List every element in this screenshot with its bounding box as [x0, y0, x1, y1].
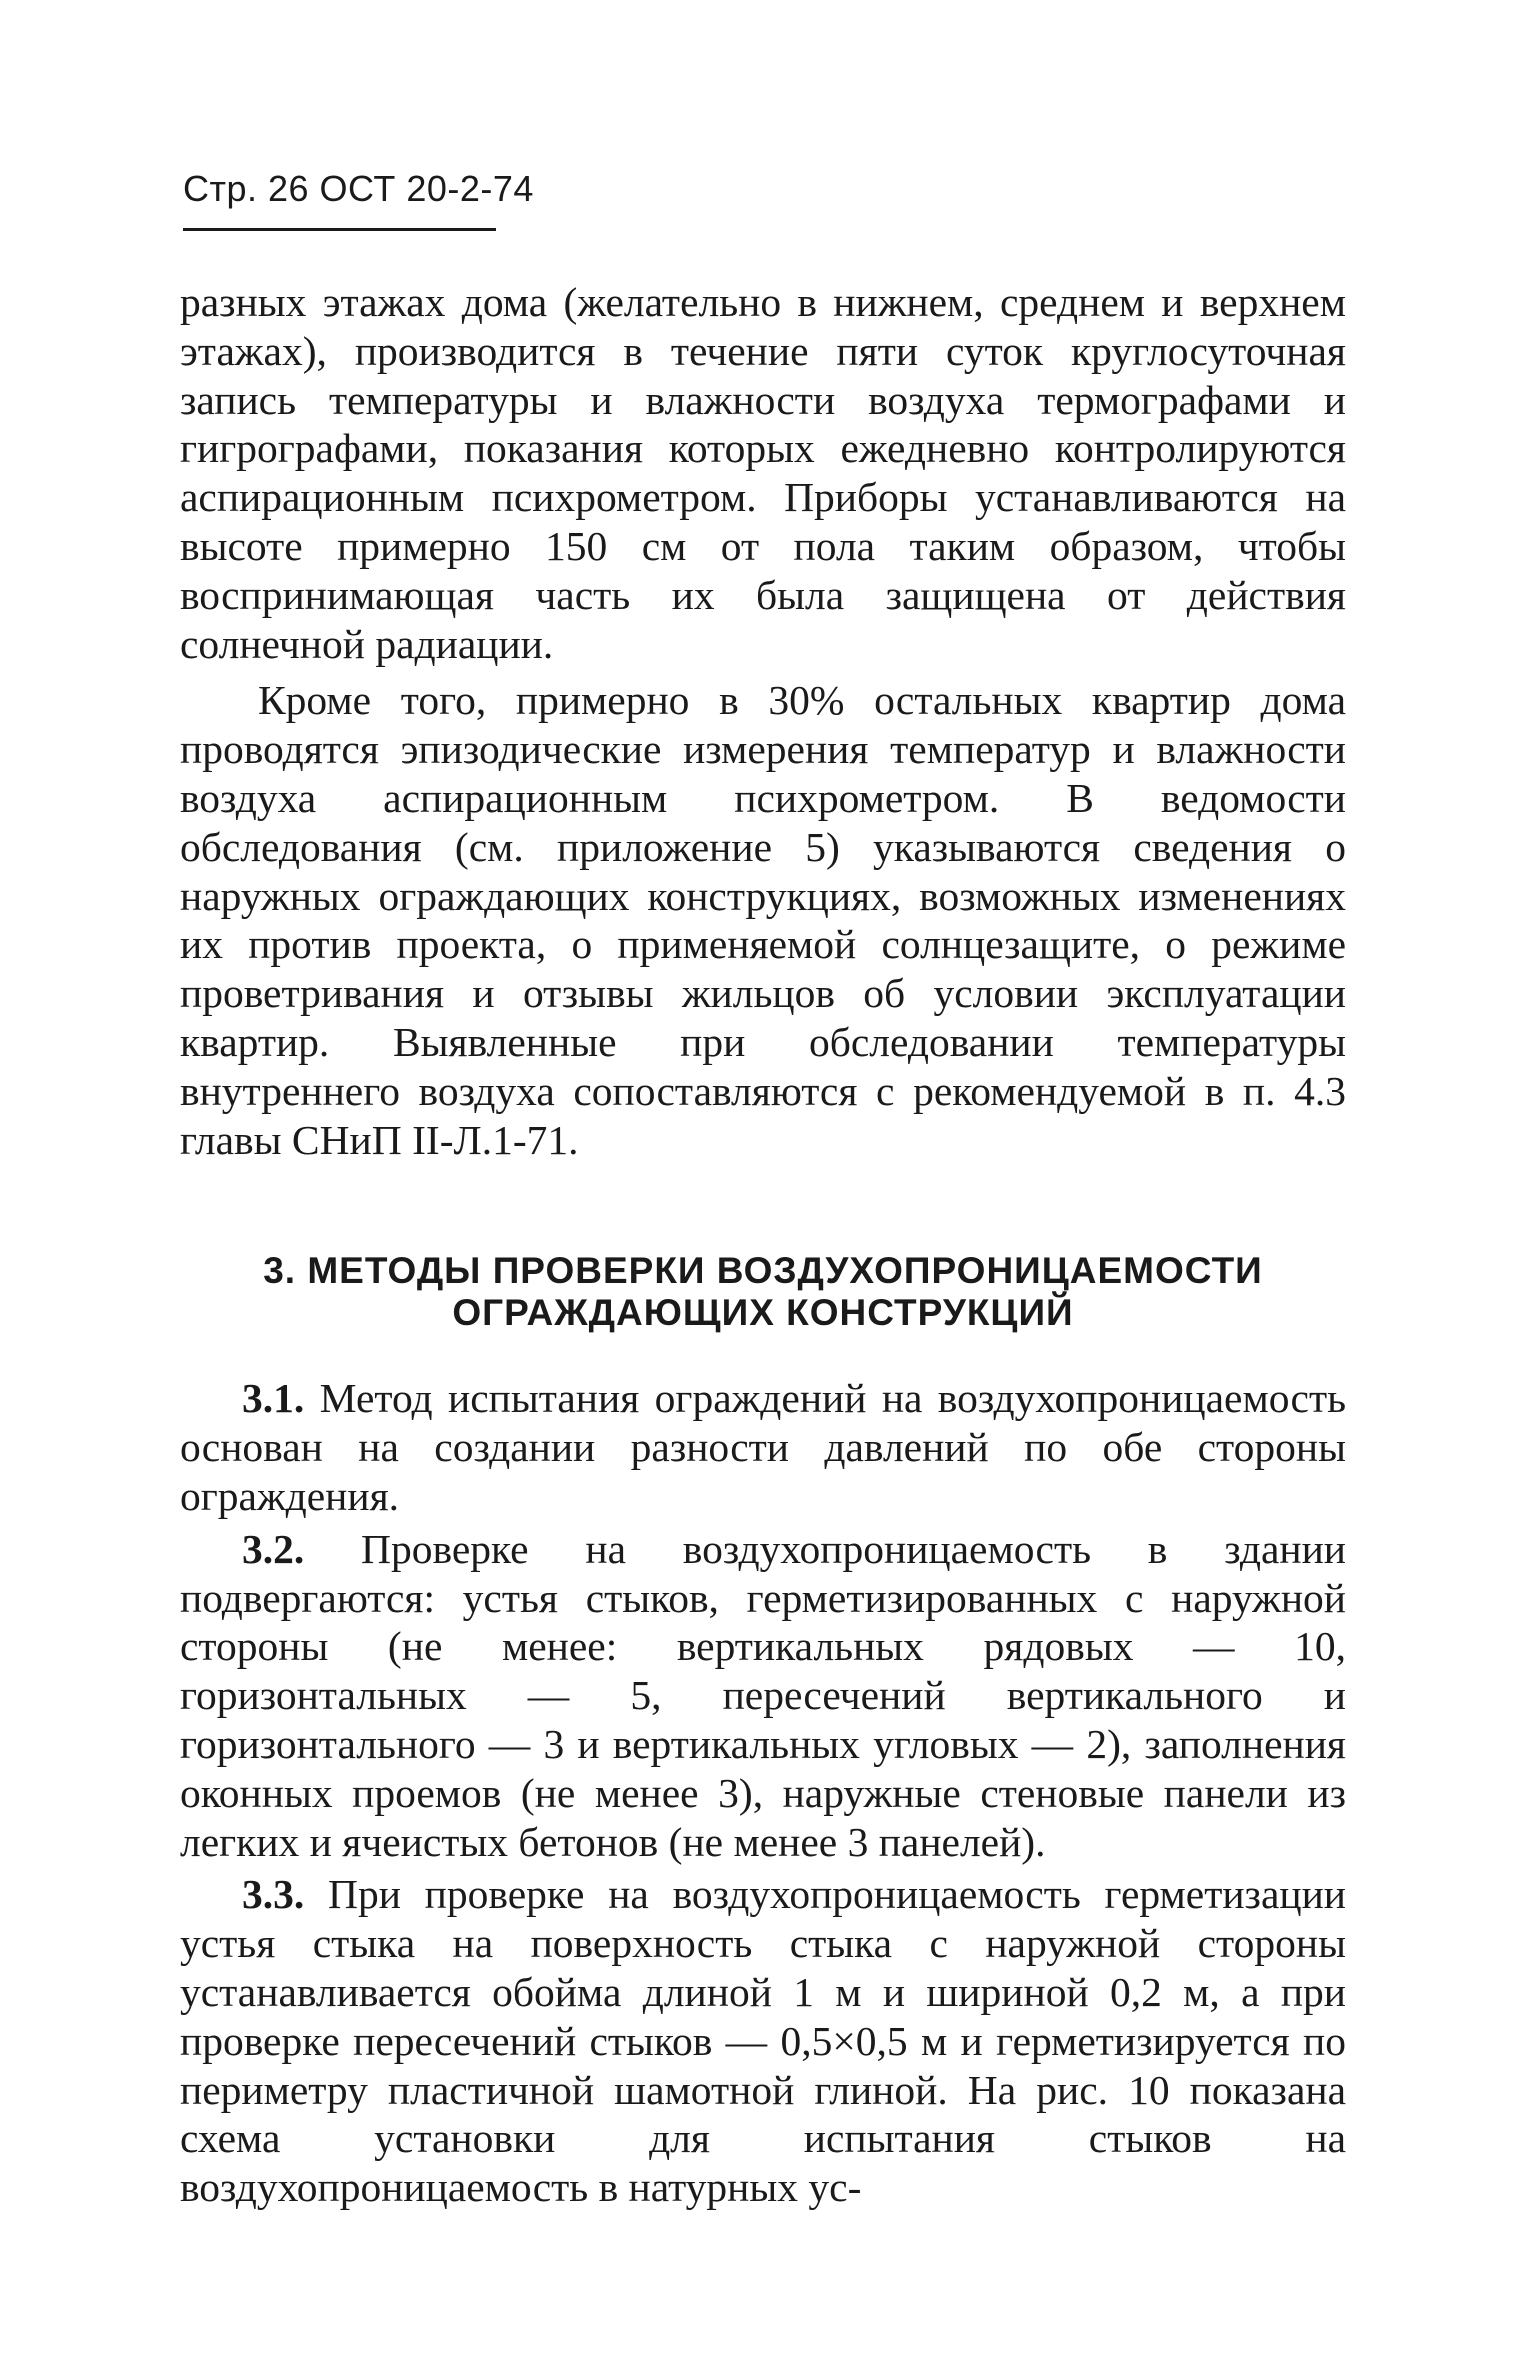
clause-number: 3.3. — [242, 1871, 305, 1918]
section-heading-line-2: ОГРАЖДАЮЩИХ КОНСТРУКЦИЙ — [452, 1292, 1074, 1334]
page-header: Стр. 26 ОСТ 20-2-74 — [183, 168, 534, 209]
clause-3-2 — [180, 1525, 1346, 1867]
paragraph-additional-measurements: Кроме того, примерно в 30% остальных квартир дома проводятся эпизодические измерения температур и влажности воздуха аспирационным психрометром. В ведомости обследования (см. приложение 5) указываются сведения о наружных ограждающих конструкциях, возможных изменениях их против проекта, о применяемой солнцезащите, о режиме проветривания и отзывы жильцов об условии эксплуатации квартир. Выявленные при обследовании температуры внутреннего воздуха сопоставляются с рекомендуемой в п. 4.3 главы СНиП II-Л.1-71. — [180, 677, 1346, 1163]
clause-3-1 — [180, 1374, 1346, 1520]
clause-number: 3.1. — [242, 1375, 305, 1422]
section-heading-line-1: 3. МЕТОДЫ ПРОВЕРКИ ВОЗДУХОПРОНИЦАЕМОСТИ — [263, 1250, 1263, 1292]
clause-text: При проверке на воздухопроницаемость герметизации устья стыка на поверхность стыка с наружной стороны устанавливается обойма длиной 1 м и шириной 0,2 м, а при проверке пересечений стыков — 0,5×0,5 м и герметизируется по периметру пластичной шамотной глиной. На рис. 10 показана схема установки для испытания стыков на воздухопроницаемость в натурных ус- — [180, 1871, 1346, 2211]
document-body — [180, 278, 1346, 2212]
clause-number: 3.2. — [242, 1525, 305, 1572]
section-heading — [180, 1250, 1346, 1334]
clause-text: Проверке на воздухопроницаемость в здании подвергаются: устья стыков, герметизированных с наружной стороны (не менее: вертикальных рядовых — 10, горизонтальных — 5, пересечений вертикального и горизонтального — 3 и вертикальных угловых — 2), заполнения оконных проемов (не менее 3), наружные стеновые панели из легких и ячеистых бетонов (не менее 3 панелей). — [180, 1525, 1346, 1865]
paragraph-continuation: разных этажах дома (желательно в нижнем, среднем и верхнем этажах), производится в течение пяти суток круглосуточная запись температуры и влажности воздуха термографами и гигрографами, показания которых ежедневно контролируются аспирационным психрометром. Приборы устанавливаются на высоте примерно 150 см от пола таким образом, чтобы воспринимающая часть их была защищена от действия солнечной радиации. — [180, 279, 1346, 667]
clause-3-3 — [180, 1870, 1346, 2212]
clause-text: Метод испытания ограждений на воздухопроницаемость основан на создании разности давлений по обе стороны ограждения. — [180, 1375, 1347, 1519]
header-rule — [183, 228, 496, 231]
